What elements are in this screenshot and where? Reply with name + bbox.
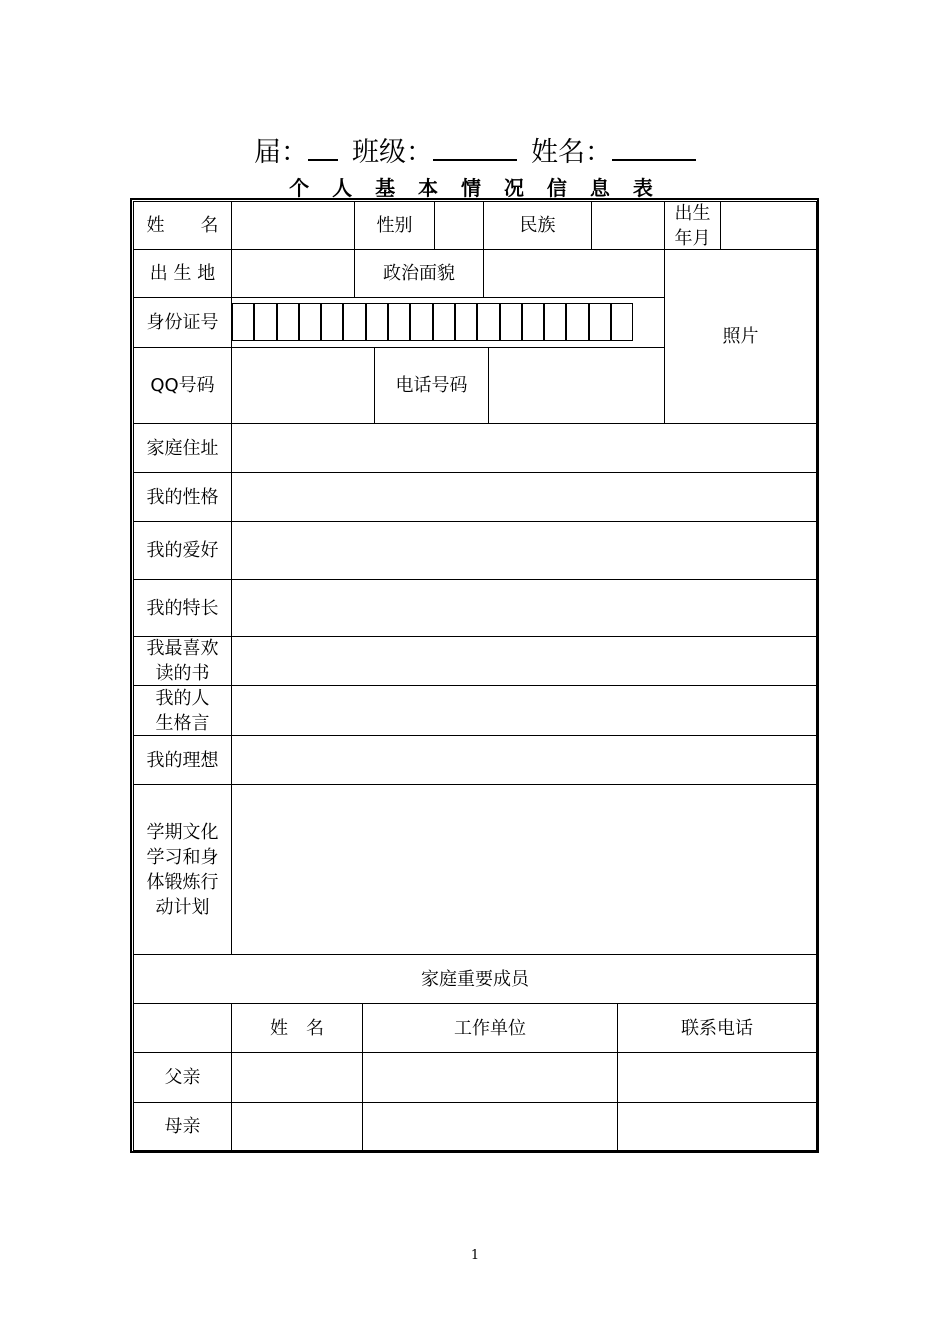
birthplace-value-cell[interactable] (231, 249, 355, 298)
ethnicity-value-cell[interactable] (591, 201, 665, 250)
id-digit-box[interactable] (611, 303, 633, 341)
qq-value-cell[interactable] (231, 347, 375, 424)
class-label: 班级： (352, 137, 433, 168)
ideal-label-cell: 我的理想 (133, 735, 232, 785)
phone-label-cell: 电话号码 (374, 347, 489, 424)
id-digit-box[interactable] (500, 303, 522, 341)
mother-workplace-cell[interactable] (362, 1102, 618, 1151)
jie-label: 届： (254, 137, 308, 168)
header-line (0, 130, 950, 169)
gender-value-cell[interactable] (434, 201, 484, 250)
id-digit-box[interactable] (433, 303, 455, 341)
gender-label-cell: 性别 (354, 201, 435, 250)
name-value-cell[interactable] (231, 201, 355, 250)
id-digit-box[interactable] (299, 303, 321, 341)
political-status-label-cell: 政治面貌 (354, 249, 484, 298)
father-name-cell[interactable] (231, 1052, 363, 1103)
plan-label-cell: 学期文化学习和身体锻炼行动计划 (133, 784, 232, 955)
address-value-cell[interactable] (231, 423, 817, 473)
specialty-label-cell: 我的特长 (133, 579, 232, 637)
name-label: 姓名： (531, 137, 612, 168)
family-row-father-label: 父亲 (133, 1052, 232, 1103)
id-number-boxes[interactable] (232, 303, 633, 341)
id-digit-box[interactable] (589, 303, 611, 341)
id-digit-box[interactable] (477, 303, 499, 341)
id-digit-box[interactable] (455, 303, 477, 341)
id-digit-box[interactable] (277, 303, 299, 341)
name-label-cell: 姓 名 (133, 201, 232, 250)
family-header-workplace: 工作单位 (362, 1003, 618, 1053)
class-blank[interactable] (433, 133, 517, 161)
motto-label-cell: 我的人生格言 (133, 685, 232, 736)
id-digit-box[interactable] (544, 303, 566, 341)
family-section-title: 家庭重要成员 (133, 954, 817, 1004)
id-number-label-cell: 身份证号 (133, 297, 232, 348)
mother-name-cell[interactable] (231, 1102, 363, 1151)
name-blank[interactable] (612, 133, 696, 161)
family-header-phone: 联系电话 (617, 1003, 817, 1053)
mother-phone-cell[interactable] (617, 1102, 817, 1151)
hobbies-value-cell[interactable] (231, 521, 817, 580)
id-digit-box[interactable] (366, 303, 388, 341)
father-workplace-cell[interactable] (362, 1052, 618, 1103)
id-digit-box[interactable] (343, 303, 365, 341)
form-title: 个 人 基 本 情 况 信 息 表 (289, 176, 661, 200)
id-digit-box[interactable] (254, 303, 276, 341)
jie-blank[interactable] (308, 133, 338, 161)
specialty-value-cell[interactable] (231, 579, 817, 637)
ethnicity-label-cell: 民族 (483, 201, 592, 250)
address-label-cell: 家庭住址 (133, 423, 232, 473)
political-status-value-cell[interactable] (483, 249, 665, 298)
ideal-value-cell[interactable] (231, 735, 817, 785)
hobbies-label-cell: 我的爱好 (133, 521, 232, 580)
birth-date-value-cell[interactable] (720, 201, 817, 250)
favorite-book-value-cell[interactable] (231, 636, 817, 686)
birth-date-label-cell: 出生年月 (664, 201, 721, 250)
id-digit-box[interactable] (566, 303, 588, 341)
father-phone-cell[interactable] (617, 1052, 817, 1103)
id-digit-box[interactable] (522, 303, 544, 341)
id-digit-box[interactable] (232, 303, 254, 341)
family-header-name: 姓 名 (231, 1003, 363, 1053)
id-digit-box[interactable] (388, 303, 410, 341)
personality-value-cell[interactable] (231, 472, 817, 522)
favorite-book-label-cell: 我最喜欢读的书 (133, 636, 232, 686)
photo-cell[interactable]: 照片 (664, 249, 817, 424)
qq-label-cell: QQ号码 (133, 347, 232, 424)
id-digit-box[interactable] (321, 303, 343, 341)
family-header-empty (133, 1003, 232, 1053)
page-number: 1 (470, 1248, 480, 1263)
id-digit-box[interactable] (410, 303, 432, 341)
personality-label-cell: 我的性格 (133, 472, 232, 522)
motto-value-cell[interactable] (231, 685, 817, 736)
family-row-mother-label: 母亲 (133, 1102, 232, 1151)
birthplace-label-cell: 出 生 地 (133, 249, 232, 298)
plan-value-cell[interactable] (231, 784, 817, 955)
phone-value-cell[interactable] (488, 347, 665, 424)
